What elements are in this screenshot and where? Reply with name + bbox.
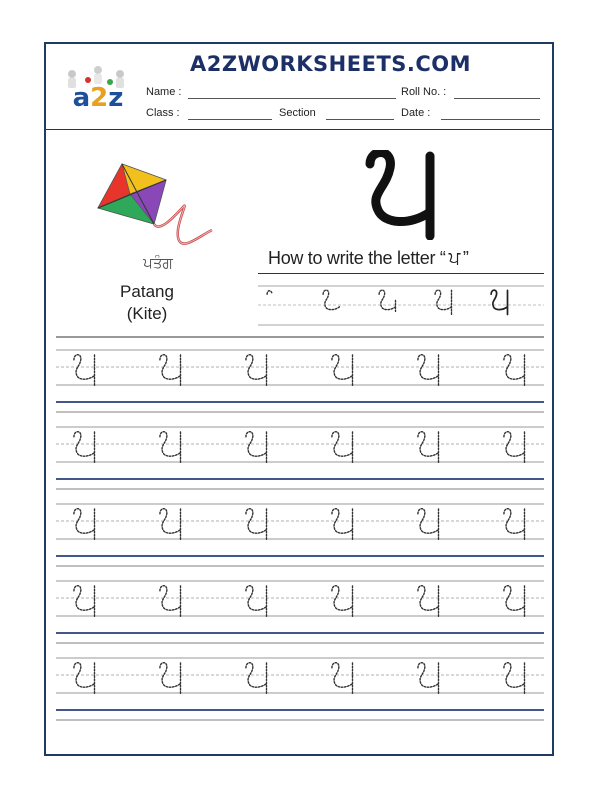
transliteration: Patang xyxy=(120,282,174,301)
punjabi-word: ਪਤੰਗ xyxy=(143,254,173,272)
english-word: (Kite) xyxy=(126,304,168,323)
big-letter-glyph xyxy=(360,150,460,240)
date-label: Date : xyxy=(401,107,431,119)
latin-word xyxy=(92,281,202,325)
close-quote: ” xyxy=(462,248,469,268)
class-label: Class : xyxy=(146,107,180,119)
instruction-prefix: How to write the letter xyxy=(268,248,436,268)
site-title: A2ZWORKSHEETS.COM xyxy=(190,52,472,76)
header-divider xyxy=(46,129,552,130)
instruction-underline xyxy=(258,273,544,274)
name-input-line[interactable] xyxy=(188,98,396,99)
kite-icon xyxy=(94,158,224,258)
section-label: Section xyxy=(279,107,316,119)
open-quote: “ xyxy=(439,248,446,268)
class-input-line[interactable] xyxy=(188,119,272,120)
name-label: Name : xyxy=(146,86,182,98)
section-input-line[interactable] xyxy=(326,119,394,120)
date-input-line[interactable] xyxy=(441,119,540,120)
roll-label: Roll No. : xyxy=(401,86,447,98)
instruction-letter: ਪ xyxy=(448,248,460,268)
worksheet-border xyxy=(44,42,554,756)
instruction-text xyxy=(268,248,550,269)
roll-input-line[interactable] xyxy=(454,98,540,99)
logo-text: a2z xyxy=(72,83,124,113)
